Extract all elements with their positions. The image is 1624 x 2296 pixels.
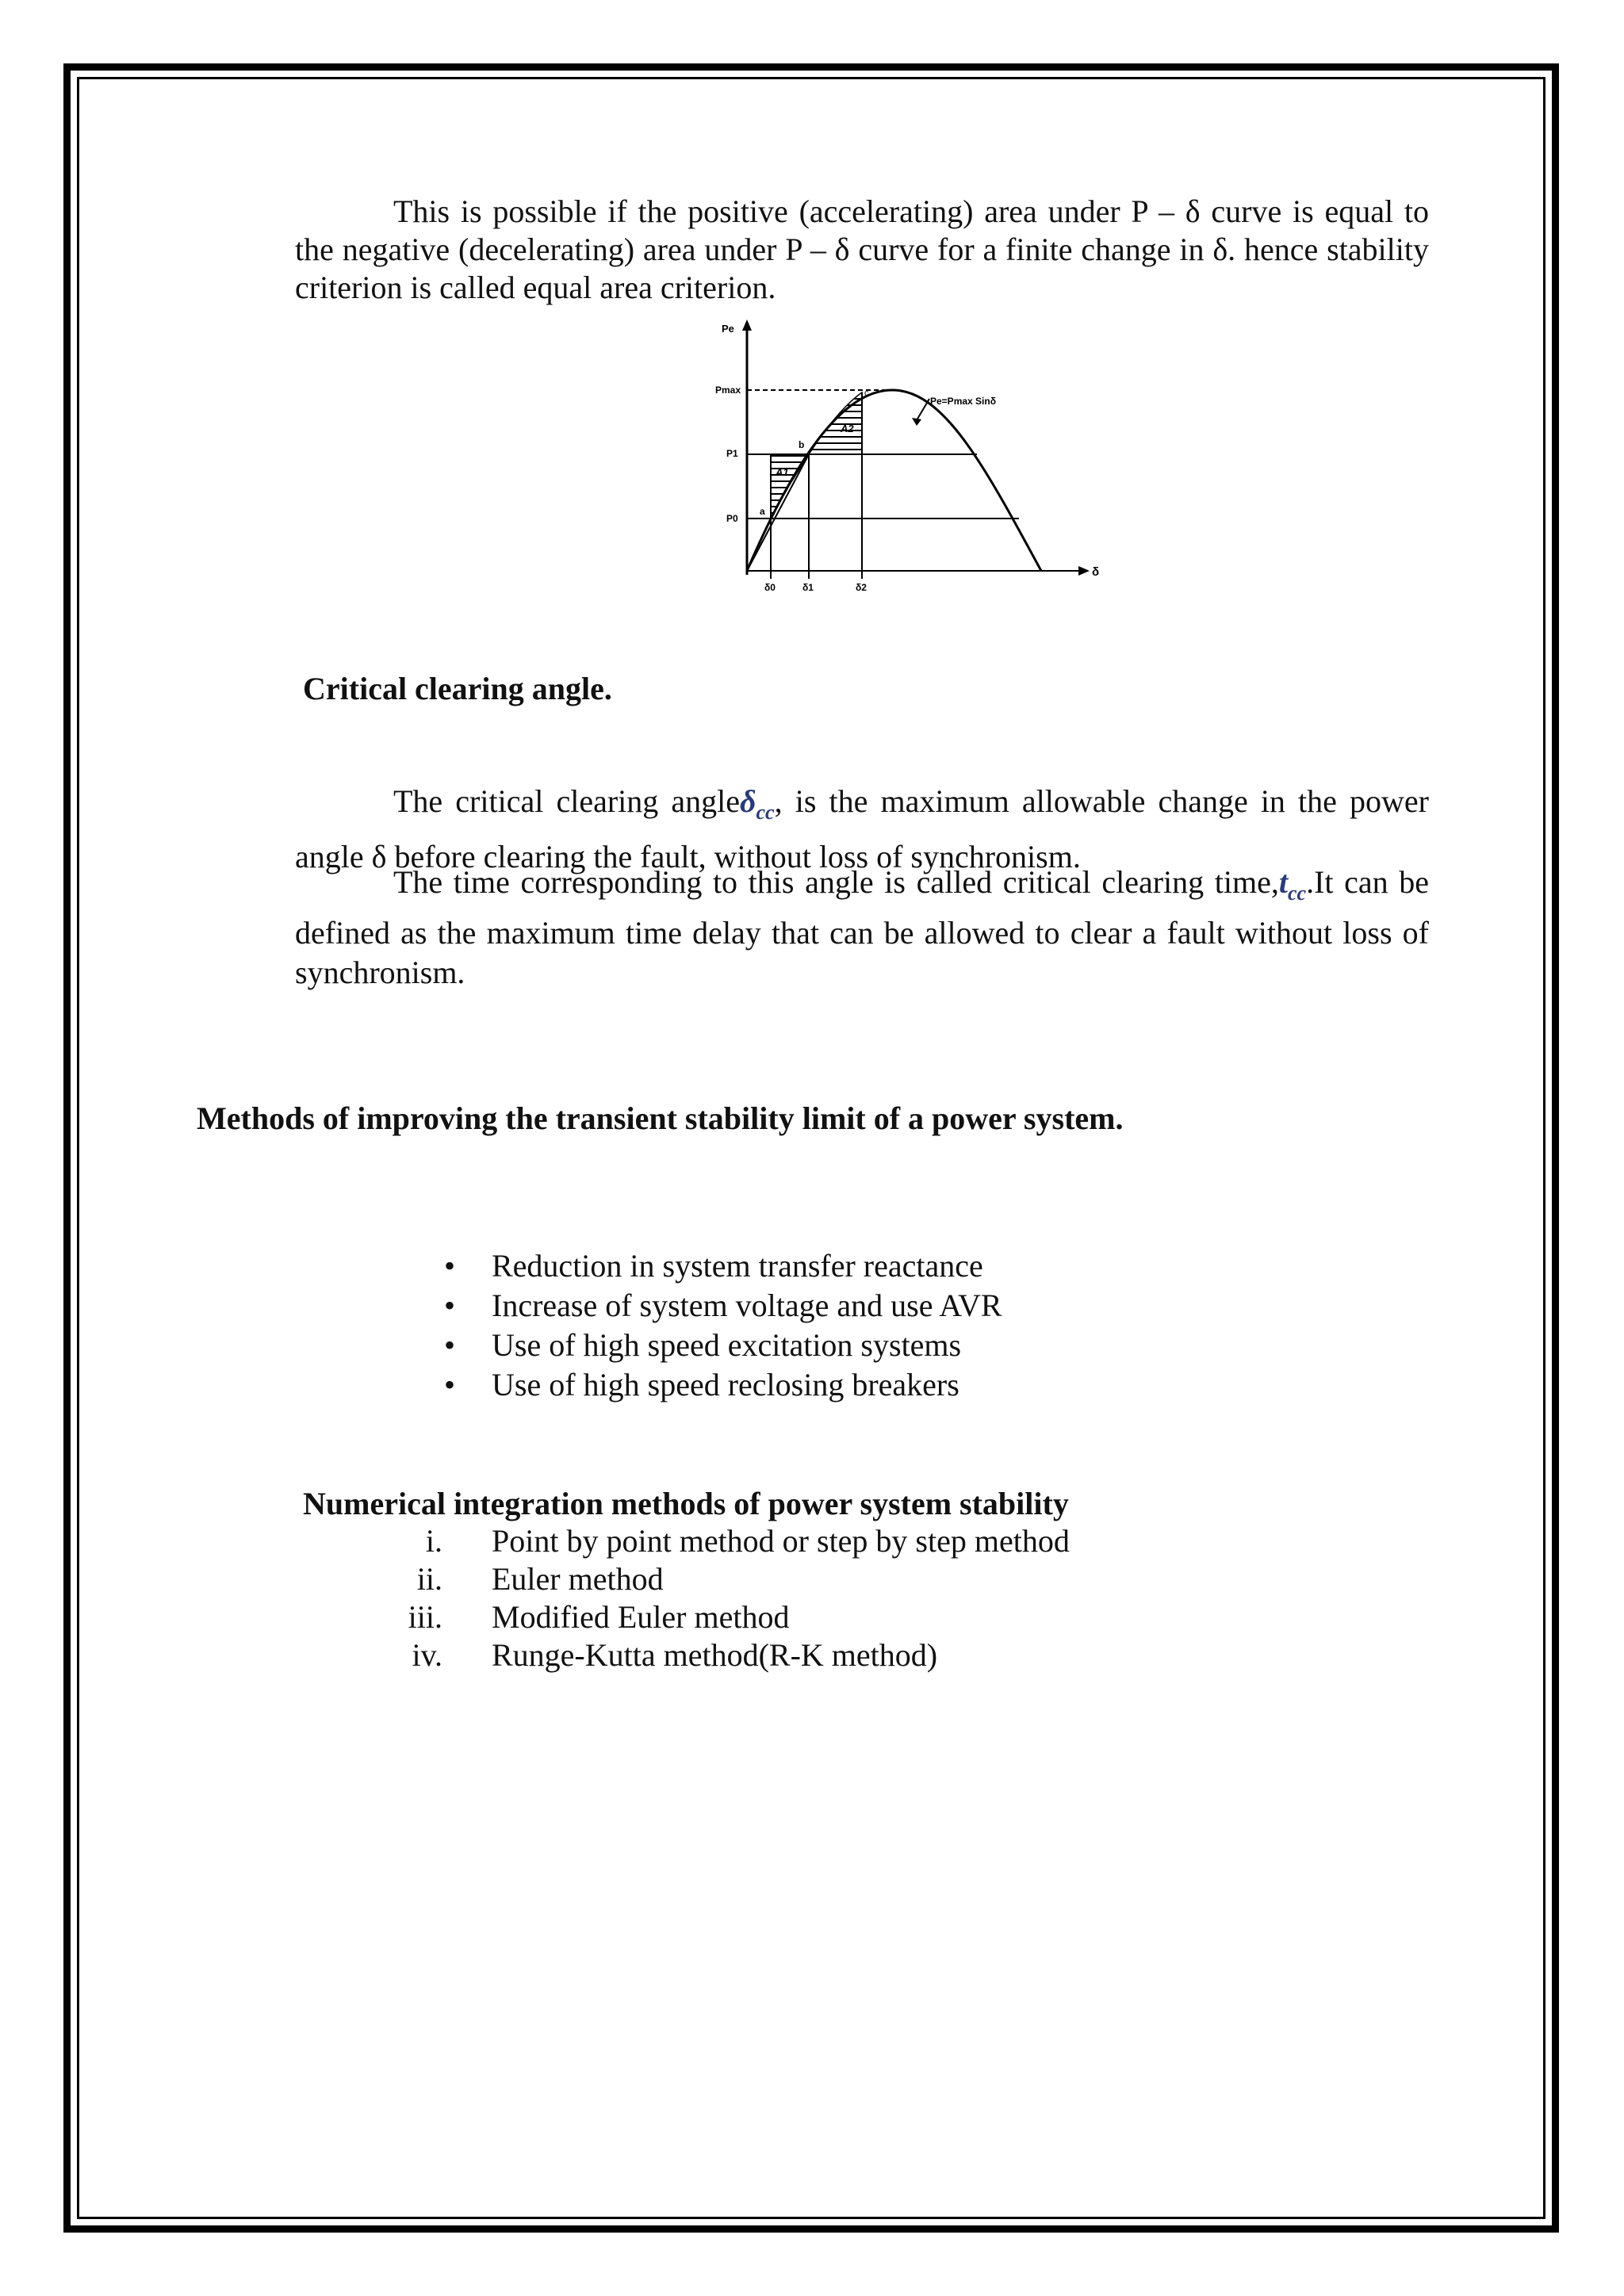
list-item: ii. Euler method: [416, 1561, 664, 1597]
list-item: iv. Runge-Kutta method(R-K method): [412, 1637, 938, 1673]
y-axis-arrow: [742, 320, 752, 331]
list-item: i. Point by point method or step by step method: [425, 1523, 1070, 1559]
area-a1-label: A1: [776, 466, 789, 478]
pmax-label: Pmax: [715, 385, 741, 396]
point-a-label: a: [760, 506, 765, 517]
critical-angle-heading: Critical clearing angle.: [303, 671, 612, 706]
area-a2-label: A2: [841, 423, 854, 434]
list-item: • Use of high speed excitation systems: [444, 1326, 1002, 1365]
curve-label: Pe=Pmax Sinδ: [930, 396, 996, 407]
list-item: • Use of high speed reclosing breakers: [444, 1365, 1002, 1405]
point-b-label: b: [799, 439, 805, 450]
critical-time-paragraph: The time corresponding to this angle is called critical clearing $time,t_{cc}.It$ can be defined as the maximum time delay that can be allowed to clear a fault without loss of synchronism.: [295, 864, 1429, 990]
power-angle-curve: [747, 390, 1041, 571]
numerical-heading: Numerical integration methods of power system stability: [303, 1486, 1069, 1521]
list-item: • Reduction in system transfer reactance: [444, 1246, 1002, 1286]
curve-label-arrowhead: [912, 418, 921, 426]
delta-cc-symbol: $\delta_{cc}$: [740, 783, 775, 824]
t-cc-symbol: $t_{cc}$: [1278, 864, 1307, 905]
critical-angle-paragraph: The critical clearing angleδ$_{cc}$, is the maximum allowable change in the power angle δ before clearing the fault, without loss of synchronism.: [295, 783, 1429, 874]
intro-paragraph: This is possible if the positive (accelerating) area under P – δ curve is equal to the negative (decelerating) area under P – δ curve for a finite change in δ. hence stability criterion is called equal area criterion.: [295, 193, 1429, 305]
methods-heading: Methods of improving the transient stability limit of a power system.: [197, 1100, 1124, 1136]
point-c-label: c: [864, 388, 869, 398]
power-angle-diagram: [698, 313, 1110, 599]
delta2-label: δ2: [856, 582, 867, 593]
area-a2-hatch: [809, 392, 862, 454]
x-axis-arrow: [1078, 566, 1090, 576]
list-item: • Increase of system voltage and use AVR: [444, 1286, 1002, 1326]
curve-label-pointer: [917, 399, 929, 420]
delta1-label: δ1: [802, 582, 814, 593]
y-axis-label: Pe: [722, 323, 734, 335]
p0-label: P0: [726, 513, 738, 524]
delta0-label: δ0: [764, 582, 776, 593]
methods-list: [444, 1246, 1002, 1405]
p1-label: P1: [726, 448, 738, 459]
numerical-methods-list: [341, 1522, 1070, 1674]
list-item: iii. Modified Euler method: [408, 1599, 790, 1635]
x-axis-label: δ: [1092, 565, 1100, 579]
